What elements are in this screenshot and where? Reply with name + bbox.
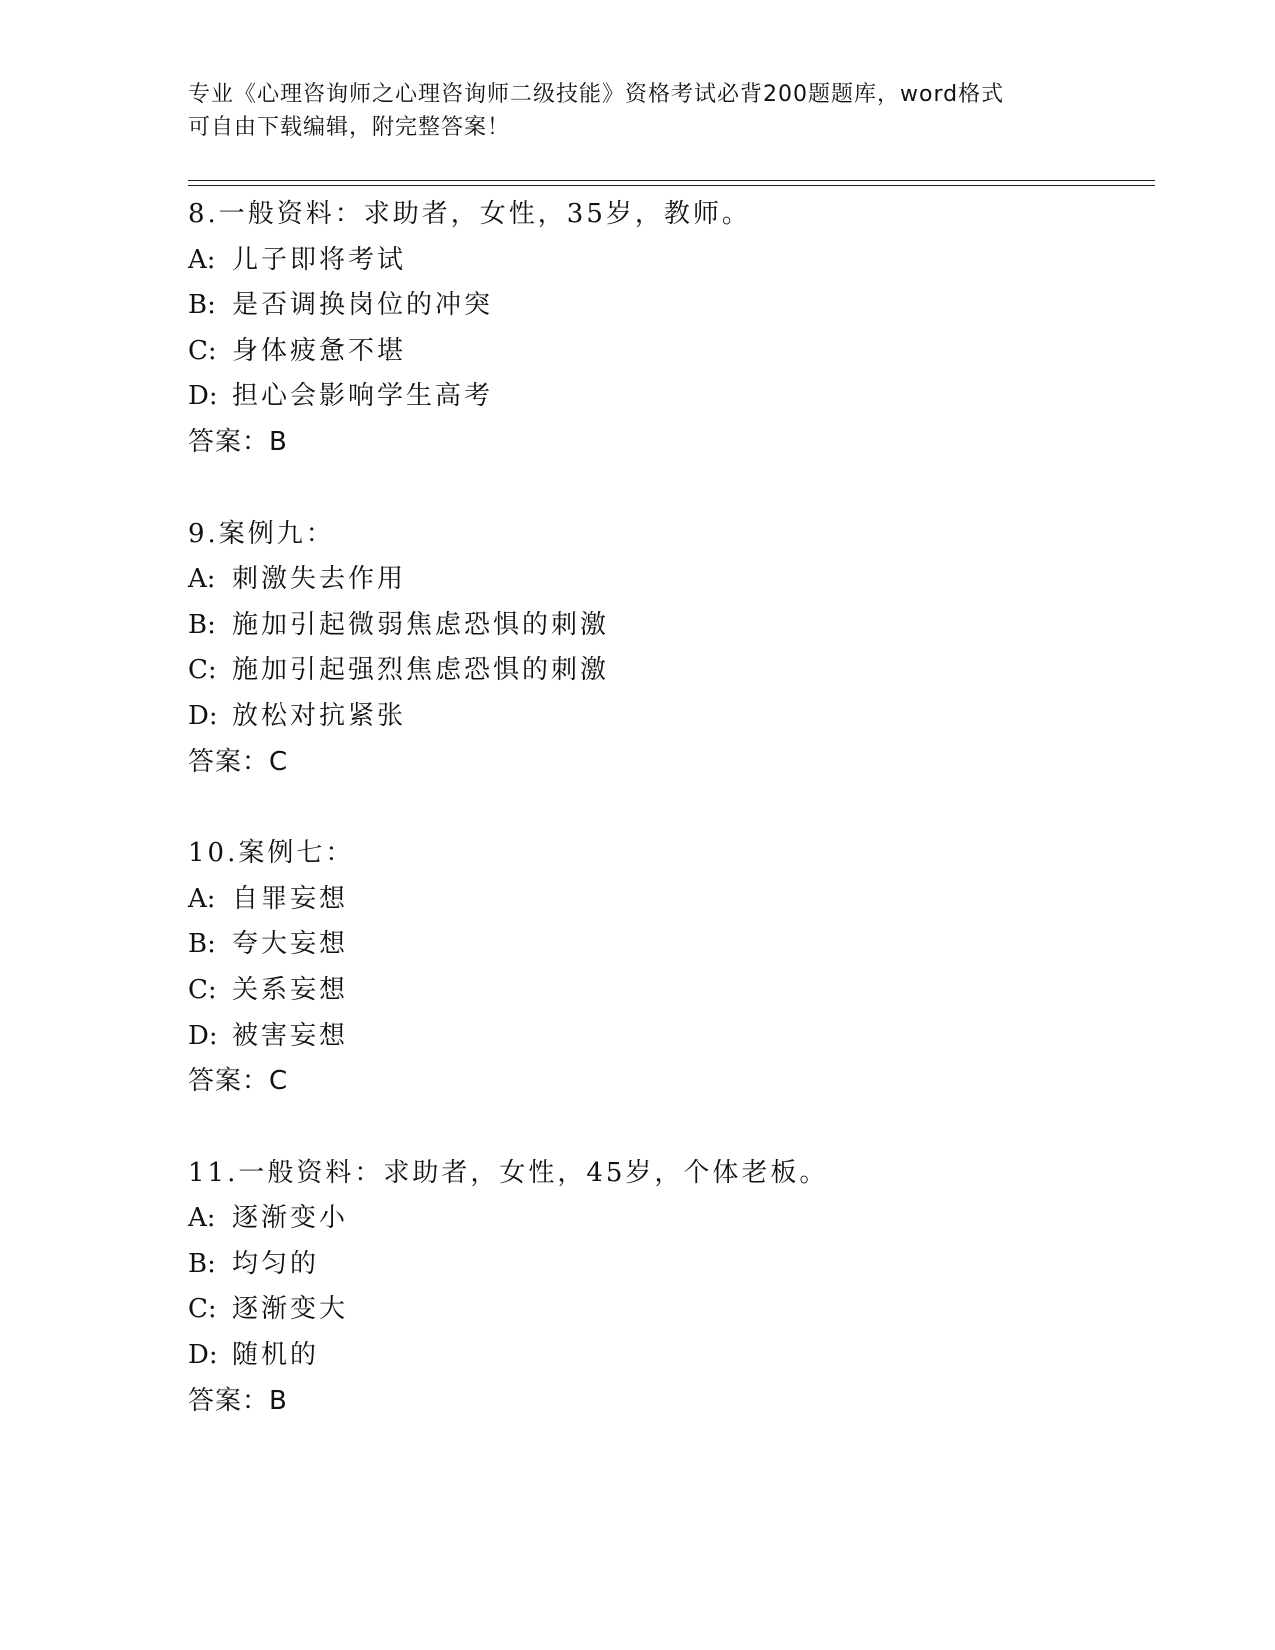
- option-b: [188, 922, 1148, 968]
- question-stem: 8.一般资料：求助者，女性，35岁，教师。: [188, 199, 751, 229]
- question-9: [188, 512, 1148, 786]
- option-key: D:: [188, 1340, 218, 1371]
- header-divider-bottom: [188, 185, 1155, 186]
- option-a: [188, 1196, 1148, 1242]
- option-key: D:: [188, 381, 218, 412]
- option-text: 关系妄想: [232, 974, 349, 1005]
- option-text: 施加引起强烈焦虑恐惧的刺激: [232, 655, 610, 686]
- answer-line: 答案：B: [188, 1385, 288, 1416]
- answer-line: 答案：C: [188, 1066, 289, 1097]
- option-d: [188, 1333, 1148, 1379]
- option-c: [188, 1287, 1148, 1333]
- option-a: [188, 877, 1148, 923]
- option-text: 自罪妄想: [232, 883, 349, 914]
- option-key: C:: [188, 655, 217, 686]
- option-key: B:: [188, 929, 216, 960]
- header-title-line-1: 专业《心理咨询师之心理咨询师二级技能》资格考试必背200题题库，word格式: [188, 82, 1005, 107]
- answer-line: 答案：C: [188, 746, 289, 777]
- question-stem: 11.一般资料：求助者，女性，45岁，个体老板。: [188, 1157, 829, 1188]
- question-10: [188, 831, 1148, 1105]
- option-c: [188, 648, 1148, 694]
- option-a: [188, 238, 1148, 284]
- option-key: D:: [188, 1020, 218, 1051]
- option-text: 均匀的: [232, 1248, 320, 1279]
- option-text: 夸大妄想: [232, 929, 349, 960]
- option-c: [188, 329, 1148, 375]
- option-key: B:: [188, 1248, 216, 1279]
- option-text: 随机的: [232, 1340, 320, 1371]
- option-a: [188, 557, 1148, 603]
- option-key: A:: [188, 883, 216, 914]
- option-key: B:: [188, 290, 216, 321]
- option-text: 是否调换岗位的冲突: [232, 290, 494, 321]
- option-b: [188, 1242, 1148, 1288]
- question-stem: 9.案例九：: [188, 518, 335, 549]
- option-text: 逐渐变大: [232, 1294, 349, 1325]
- question-11: [188, 1151, 1148, 1425]
- document-header: [188, 78, 1088, 144]
- option-text: 身体疲惫不堪: [232, 335, 407, 366]
- question-8: [188, 192, 1148, 466]
- header-title-line-2: 可自由下载编辑，附完整答案！: [188, 115, 511, 140]
- option-text: 被害妄想: [232, 1020, 349, 1051]
- question-stem: 10.案例七：: [188, 838, 355, 869]
- answer-line: 答案：B: [188, 426, 288, 457]
- option-d: [188, 374, 1148, 420]
- option-key: A:: [188, 564, 216, 595]
- option-key: C:: [188, 974, 217, 1005]
- option-key: D:: [188, 700, 218, 731]
- option-key: A:: [188, 244, 216, 275]
- option-text: 放松对抗紧张: [232, 700, 407, 731]
- option-b: [188, 283, 1148, 329]
- option-text: 担心会影响学生高考: [232, 381, 494, 412]
- option-text: 施加引起微弱焦虑恐惧的刺激: [232, 609, 610, 640]
- option-text: 儿子即将考试: [232, 244, 407, 275]
- option-key: A:: [188, 1203, 216, 1234]
- option-text: 逐渐变小: [232, 1203, 349, 1234]
- option-text: 刺激失去作用: [232, 564, 407, 595]
- header-divider-top: [188, 180, 1155, 181]
- option-key: C:: [188, 1294, 217, 1325]
- option-d: [188, 694, 1148, 740]
- question-list: [188, 192, 1148, 1470]
- option-key: B:: [188, 609, 216, 640]
- option-c: [188, 968, 1148, 1014]
- option-b: [188, 603, 1148, 649]
- option-d: [188, 1014, 1148, 1060]
- option-key: C:: [188, 335, 217, 366]
